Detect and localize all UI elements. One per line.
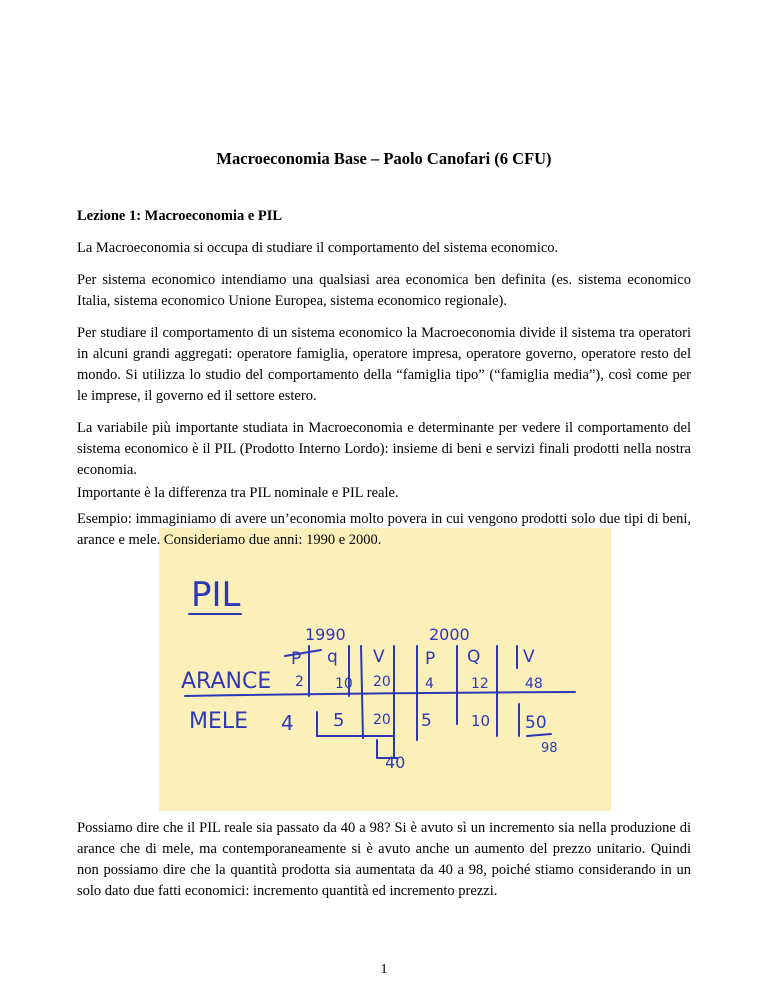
hand-cell: 12 [471,676,489,692]
hand-cell: 20 [373,712,391,728]
lesson-heading: Lezione 1: Macroeconomia e PIL [77,208,283,224]
hand-cell: 2 [295,674,304,690]
hand-year-1990: 1990 [305,625,346,644]
hand-title: PIL [191,575,241,615]
hand-total-2000: 98 [541,741,558,756]
paragraph-example: Esempio: immaginiamo di avere un’economia molto povera in cui vengono prodotti solo due tipi di beni, arance e mele. Consideriamo due anni: 1990 e 2000. [77,511,691,548]
paragraph: La variabile più importante studiata in Macroeconomia e determinante per vedere il comportamento del sistema economico è il PIL (Prodotto Interno Lordo): insieme di beni e servizi finali prodotti nella nostra economia. [77,420,691,478]
hand-year-2000: 2000 [429,625,470,644]
paragraph: La Macroeconomia si occupa di studiare il comportamento del sistema economico. [77,240,559,256]
hand-col-v: V [373,647,385,667]
hand-cell: 50 [525,713,547,733]
hand-col-q2: Q [467,647,481,667]
paragraph: Per studiare il comportamento di un sistema economico la Macroeconomia divide il sistema tra operatori in alcuni grandi aggregati: operatore famiglia, operatore impresa, operatore governo, operatore resto del mondo. Si utilizza lo studio del comportamento della “famiglia tipo” (“famiglia media”), così come per le imprese, il governo ed il settore estero. [77,325,691,404]
document-title: Macroeconomia Base – Paolo Canofari (6 CFU) [216,149,552,168]
hand-cell: 4 [281,711,294,735]
paragraph: Possiamo dire che il PIL reale sia passato da 40 a 98? Si è avuto sì un incremento sia nella produzione di arance che di mele, ma contemporaneamente si è avuto anche un aumento del prezzo unitario. Quindi non possiamo dire che la quantità prodotta sia aumentata da 40 a 98, poiché stiamo considerando in un solo dato due fatti economici: incremento quantità ed incremento prezzi. [77,820,691,899]
hand-cell: 10 [471,712,491,730]
hand-cell: 48 [525,676,543,692]
hand-cell: 10 [335,676,353,692]
paragraph: Per sistema economico intendiamo una qualsiasi area economica ben definita (es. sistema economico Italia, sistema economico Unione Europea, sistema economico regionale). [77,272,691,309]
handwritten-table-drawing [159,528,611,811]
hand-cell: 5 [333,710,345,731]
handwritten-pil-table-image [159,528,611,811]
paragraph: Importante è la differenza tra PIL nominale e PIL reale. [77,485,399,501]
hand-cell: 5 [421,711,432,731]
hand-cell: 4 [425,676,434,692]
hand-col-q: q [327,647,338,667]
hand-col-v2: V [523,647,535,667]
page-number: 1 [380,962,388,977]
hand-col-p2: P [425,649,436,669]
hand-col-p: P [291,649,302,669]
hand-row-arance: ARANCE [181,669,272,694]
hand-row-mele: MELE [189,709,249,734]
hand-total-1990: 40 [385,753,406,772]
hand-cell: 20 [373,674,391,690]
